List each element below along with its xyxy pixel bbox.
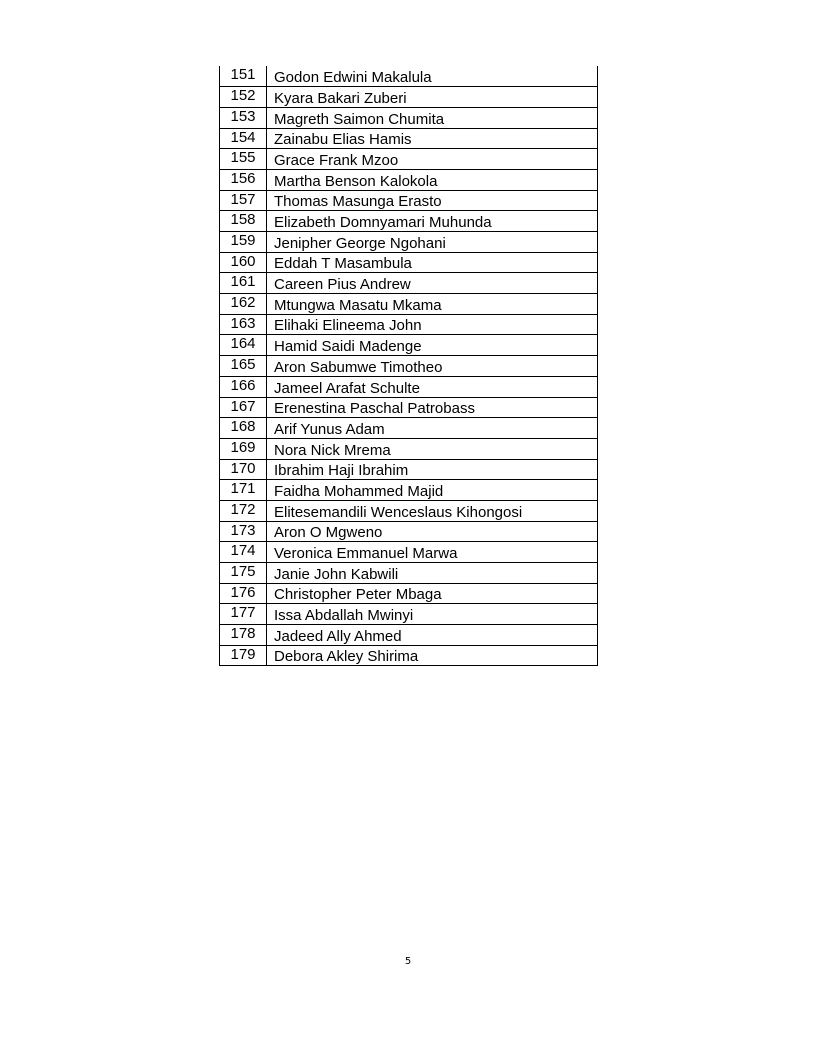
row-number: 177	[220, 604, 267, 625]
row-name: Jenipher George Ngohani	[267, 232, 598, 253]
table-row	[220, 273, 598, 294]
table-row	[220, 128, 598, 149]
row-name: Christopher Peter Mbaga	[267, 583, 598, 604]
row-number: 159	[220, 232, 267, 253]
table-row	[220, 625, 598, 646]
names-table	[219, 66, 598, 666]
table-row	[220, 211, 598, 232]
row-name: Elizabeth Domnyamari Muhunda	[267, 211, 598, 232]
table-row	[220, 107, 598, 128]
row-number: 172	[220, 500, 267, 521]
table-row	[220, 500, 598, 521]
row-number: 165	[220, 356, 267, 377]
row-name: Veronica Emmanuel Marwa	[267, 542, 598, 563]
table-row	[220, 645, 598, 666]
table-row	[220, 294, 598, 315]
table-row	[220, 542, 598, 563]
table-row	[220, 521, 598, 542]
table-row	[220, 376, 598, 397]
table-row	[220, 480, 598, 501]
row-name: Elihaki Elineema John	[267, 314, 598, 335]
row-name: Eddah T Masambula	[267, 252, 598, 273]
names-table-body	[220, 66, 598, 666]
row-name: Magreth Saimon Chumita	[267, 107, 598, 128]
row-number: 176	[220, 583, 267, 604]
row-number: 174	[220, 542, 267, 563]
table-row	[220, 397, 598, 418]
table-row	[220, 252, 598, 273]
table-row	[220, 87, 598, 108]
row-name: Thomas Masunga Erasto	[267, 190, 598, 211]
row-number: 158	[220, 211, 267, 232]
row-name: Faidha Mohammed Majid	[267, 480, 598, 501]
row-number: 169	[220, 438, 267, 459]
row-name: Nora Nick Mrema	[267, 438, 598, 459]
table-row	[220, 604, 598, 625]
row-number: 160	[220, 252, 267, 273]
row-name: Mtungwa Masatu Mkama	[267, 294, 598, 315]
row-name: Jameel Arafat Schulte	[267, 376, 598, 397]
table-row	[220, 459, 598, 480]
table-row	[220, 66, 598, 87]
row-name: Janie John Kabwili	[267, 563, 598, 584]
row-name: Arif Yunus Adam	[267, 418, 598, 439]
page-number: 5	[404, 956, 412, 967]
row-number: 178	[220, 625, 267, 646]
table-row	[220, 169, 598, 190]
row-number: 175	[220, 563, 267, 584]
row-number: 163	[220, 314, 267, 335]
table-row	[220, 418, 598, 439]
row-name: Erenestina Paschal Patrobass	[267, 397, 598, 418]
row-number: 153	[220, 107, 267, 128]
row-name: Zainabu Elias Hamis	[267, 128, 598, 149]
table-row	[220, 335, 598, 356]
table-row	[220, 356, 598, 377]
row-number: 167	[220, 397, 267, 418]
row-name: Debora Akley Shirima	[267, 645, 598, 666]
table-row	[220, 583, 598, 604]
row-number: 171	[220, 480, 267, 501]
row-number: 173	[220, 521, 267, 542]
table-row	[220, 149, 598, 170]
row-number: 179	[220, 645, 267, 666]
row-name: Martha Benson Kalokola	[267, 169, 598, 190]
row-name: Careen Pius Andrew	[267, 273, 598, 294]
row-name: Issa Abdallah Mwinyi	[267, 604, 598, 625]
row-name: Jadeed Ally Ahmed	[267, 625, 598, 646]
row-name: Grace Frank Mzoo	[267, 149, 598, 170]
row-number: 152	[220, 87, 267, 108]
table-row	[220, 438, 598, 459]
row-name: Ibrahim Haji Ibrahim	[267, 459, 598, 480]
row-number: 151	[220, 66, 267, 87]
row-number: 170	[220, 459, 267, 480]
row-number: 162	[220, 294, 267, 315]
table-row	[220, 232, 598, 253]
row-name: Aron O Mgweno	[267, 521, 598, 542]
row-name: Godon Edwini Makalula	[267, 66, 598, 87]
row-number: 161	[220, 273, 267, 294]
table-row	[220, 314, 598, 335]
row-number: 168	[220, 418, 267, 439]
row-number: 157	[220, 190, 267, 211]
row-name: Aron Sabumwe Timotheo	[267, 356, 598, 377]
row-number: 166	[220, 376, 267, 397]
row-number: 154	[220, 128, 267, 149]
table-row	[220, 190, 598, 211]
row-number: 164	[220, 335, 267, 356]
row-name: Elitesemandili Wenceslaus Kihongosi	[267, 500, 598, 521]
row-number: 155	[220, 149, 267, 170]
row-name: Hamid Saidi Madenge	[267, 335, 598, 356]
table-row	[220, 563, 598, 584]
row-name: Kyara Bakari Zuberi	[267, 87, 598, 108]
row-number: 156	[220, 169, 267, 190]
